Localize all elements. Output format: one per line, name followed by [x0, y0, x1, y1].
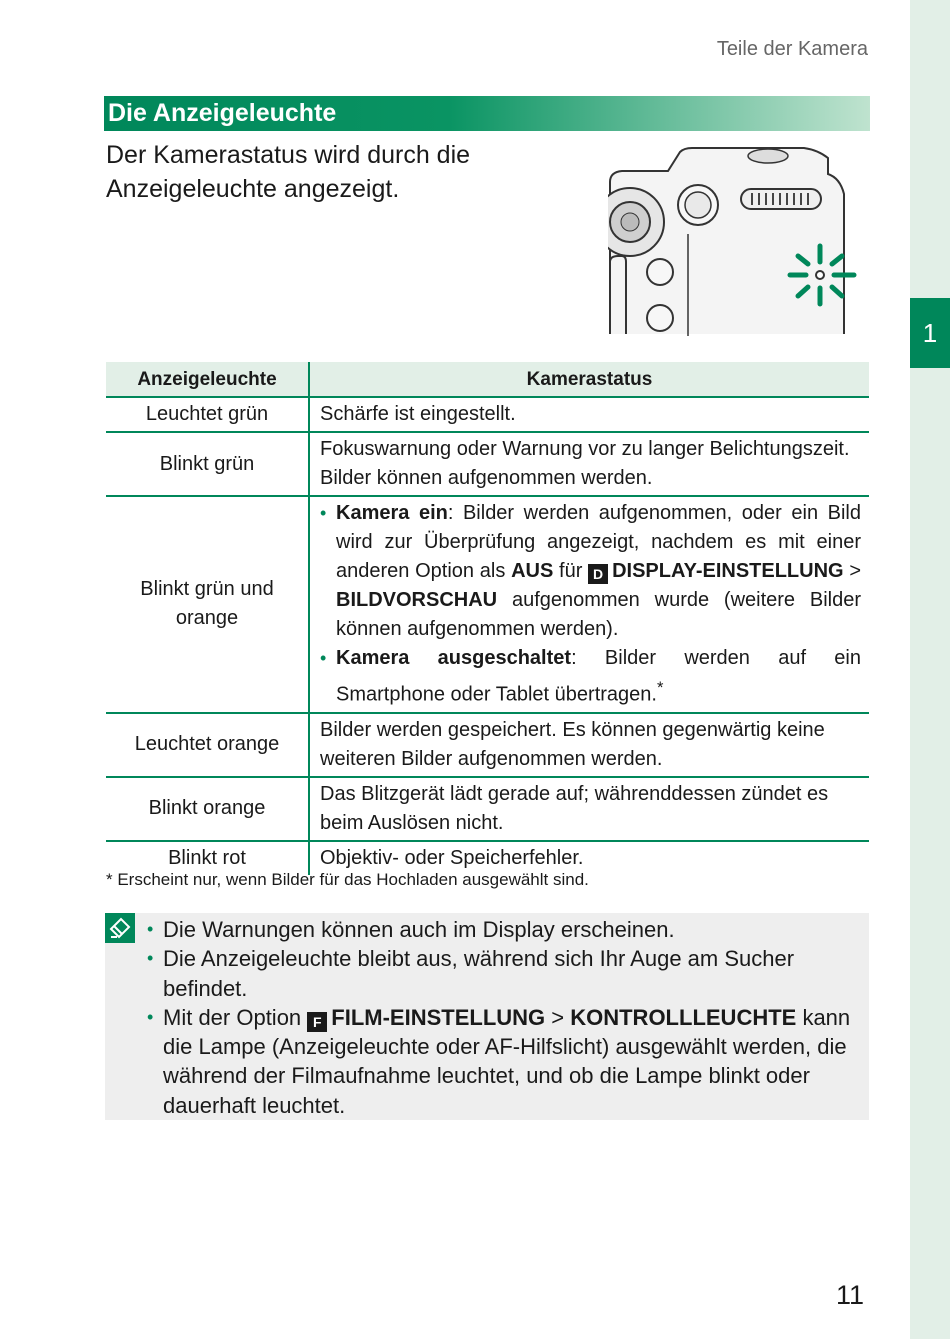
table-row [106, 432, 869, 496]
menu-tally-light: KONTROLLLEUCHTE [570, 1004, 797, 1030]
note-text: kann die Lampe (Anzeigeleuchte oder AF-Hilfslicht) ausgewählt werden, die während der Filmaufnahme leuchtet, und ob die Lampe blinkt oder dauerhaft leuchtet. [163, 1004, 851, 1118]
indicator-cell: Blinkt grün und orange [106, 496, 309, 713]
chapter-tab[interactable]: 1 [910, 298, 950, 368]
bullet-dot: • [147, 1006, 154, 1027]
indicator-cell: Leuchtet orange [106, 713, 309, 777]
status-cell [309, 496, 869, 713]
table-row [106, 777, 869, 841]
note-item [147, 915, 853, 944]
bullet-dot: • [147, 919, 154, 939]
side-margin-strip [910, 0, 950, 1339]
footnote-mark: * [656, 678, 664, 697]
note-box [105, 913, 869, 1120]
menu-display-setting: DISPLAY-EINSTELLUNG [612, 560, 844, 582]
status-cell: Objektiv- oder Speicherfehler. [309, 841, 869, 875]
menu-separator: > [545, 1004, 571, 1030]
option-aus: AUS [511, 560, 554, 582]
status-cell: Das Blitzgerät lädt gerade auf; währenddessen zündet es beim Auslösen nicht. [309, 777, 869, 841]
page-number: 11 [836, 1280, 865, 1310]
note-pencil-icon [105, 913, 135, 943]
status-cell: Bilder werden gespeichert. Es können gegenwärtig keine weiteren Bilder aufgenommen werden. [309, 713, 869, 777]
menu-movie-setting: FILM-EINSTELLUNG [331, 1004, 546, 1030]
menu-image-disp: BILDVORSCHAU [336, 589, 498, 611]
bullet-dot: • [147, 948, 154, 969]
camera-indicator-illustration [608, 144, 870, 336]
movie-setting-icon: F [307, 1012, 327, 1032]
bullet-text: : Bilder werden auf ein Smartphone oder Tablet übertragen. [336, 647, 861, 706]
section-title: Die Anzeigeleuchte [104, 96, 870, 131]
column-header-indicator: Anzeigeleuchte [106, 362, 309, 397]
status-cell: Schärfe ist eingestellt. [320, 403, 516, 425]
table-header-row [106, 362, 869, 397]
intro-text: Der Kamerastatus wird durch die Anzeigeleuchte angezeigt. [106, 141, 471, 203]
bullet-text: : Bilder werden aufgenommen, oder ein Bild wird zur Überprüfung angezeigt, nachdem es mit einer anderen Option als [336, 502, 861, 582]
column-header-status: Kamerastatus [309, 362, 869, 397]
table-row [106, 713, 869, 777]
display-setting-icon: D [588, 564, 608, 584]
note-text: Die Warnungen können auch im Display erscheinen. [163, 917, 675, 942]
status-bullet-camera-on [320, 499, 861, 644]
table-row [106, 496, 869, 713]
note-text: Mit der Option [163, 1004, 308, 1030]
term-camera-on: Kamera ein [336, 502, 448, 524]
running-head: Teile der Kamera [716, 38, 868, 60]
indicator-cell: Blinkt grün [106, 432, 309, 496]
note-item [147, 1003, 853, 1120]
menu-separator: > [843, 560, 861, 582]
indicator-cell: Leuchtet grün [106, 397, 309, 432]
indicator-cell: Blinkt orange [106, 777, 309, 841]
bullet-text: für [553, 560, 589, 582]
term-camera-off: Kamera ausgeschaltet [336, 647, 572, 669]
status-bullet-camera-off [320, 644, 861, 710]
footnote: * Erscheint nur, wenn Bilder für das Hochladen ausgewählt sind. [106, 870, 589, 889]
table-row [106, 397, 869, 432]
indicator-cell: Blinkt rot [106, 841, 309, 875]
note-item [147, 944, 853, 1003]
indicator-status-table [106, 362, 869, 875]
bullet-dot: • [320, 648, 327, 668]
status-cell: Fokuswarnung oder Warnung vor zu langer Belichtungszeit. Bilder können aufgenommen werden. [309, 432, 869, 496]
note-list [147, 915, 853, 1120]
bullet-dot: • [320, 503, 327, 523]
note-text: Die Anzeigeleuchte bleibt aus, während sich Ihr Auge am Sucher befindet. [163, 946, 795, 1001]
bullet-text: aufgenommen wurde (weitere Bilder können aufgenommen werden). [336, 589, 861, 640]
